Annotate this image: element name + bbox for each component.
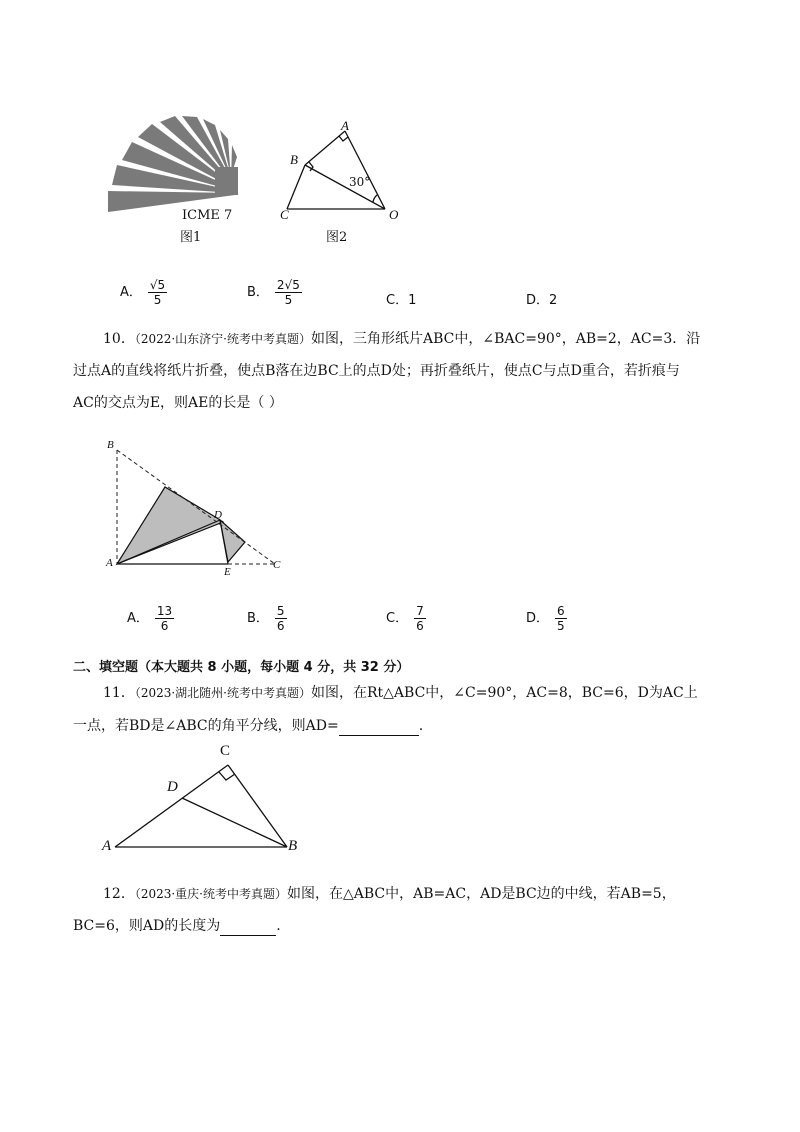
q9-choice-d[interactable]: D．2 <box>526 293 558 308</box>
question-source: （2023·湖北随州·统考中考真题） <box>134 686 311 700</box>
point-label-a: A <box>341 118 349 133</box>
figure-2-caption: 图2 <box>326 230 348 245</box>
point-label-b: B <box>288 838 298 854</box>
point-label-c: C <box>280 207 289 222</box>
q10-choice-a[interactable]: A． $\frac{13}{6}$ <box>127 604 173 633</box>
q10-choice-d[interactable]: D． $\frac{6}{5}$ <box>526 604 565 633</box>
point-label-c: C <box>273 559 281 571</box>
question-source: （2023·重庆·统考中考真题） <box>134 887 287 901</box>
fraction: $\frac{5}{6}$ <box>276 604 285 633</box>
question-number: 11． <box>103 685 135 701</box>
fraction: $\frac{6}{5}$ <box>557 604 565 633</box>
fraction: $\frac{7}{6}$ <box>416 604 424 633</box>
q9-choice-c[interactable]: C．1 <box>386 293 417 308</box>
point-label-e: E <box>224 566 231 578</box>
angle-label: 30° <box>349 175 371 189</box>
question-text: 如图，在△ABC中，AB=AC，AD是BC边的中线，若AB=5， <box>287 886 676 902</box>
answer-blank[interactable] <box>220 919 276 936</box>
q9-choice-a[interactable]: A． $\frac{√5}{5}$ <box>120 278 166 307</box>
fraction: $\frac{13}{6}$ <box>156 604 173 633</box>
point-label-c: C <box>220 743 231 759</box>
question-text: 如图，在Rt△ABC中，∠C=90°，AC=8，BC=6，D为AC上 <box>311 685 698 701</box>
q10-line-2: 过点A的直线将纸片折叠，使点B落在边BC上的点D处；再折叠纸片，使点C与点D重合，若折痕与 <box>73 363 680 379</box>
point-label-b: B <box>290 152 298 167</box>
question-source: （2022·山东济宁·统考中考真题） <box>134 332 311 346</box>
q12-line-2: BC=6，则AD的长度为 . <box>73 918 281 934</box>
icme-label: ICME 7 <box>182 208 233 223</box>
question-text: 如图，三角形纸片ABC中，∠BAC=90°，AB=2，AC=3．沿 <box>311 331 701 347</box>
q10-choice-c[interactable]: C． $\frac{7}{6}$ <box>386 604 424 633</box>
q10-line-1 <box>103 329 700 349</box>
fraction: $\frac{2√5}{5}$ <box>276 278 300 307</box>
q11-line-2: 一点，若BD是∠ABC的角平分线，则AD= . <box>73 718 424 734</box>
point-label-a: A <box>102 838 112 854</box>
point-label-o: O <box>389 207 399 222</box>
question-number: 10． <box>103 331 135 347</box>
point-label-d: D <box>167 779 178 795</box>
question-number: 12． <box>103 886 135 902</box>
q11-triangle-diagram <box>100 745 310 860</box>
point-label-a: A <box>106 557 113 569</box>
q12-line-1 <box>103 884 676 904</box>
q11-line-1 <box>103 683 698 703</box>
answer-blank[interactable] <box>339 719 419 736</box>
q9-choice-b[interactable]: B． $\frac{2√5}{5}$ <box>247 278 300 307</box>
fraction: $\frac{√5}{5}$ <box>149 278 166 307</box>
q10-choice-b[interactable]: B． $\frac{5}{6}$ <box>247 604 285 633</box>
q10-fold-diagram <box>95 430 295 580</box>
section-title: 二、填空题（本大题共 8 小题，每小题 4 分，共 32 分） <box>73 660 410 675</box>
q10-line-3: AC的交点为E，则AE的长是（ ） <box>73 395 283 411</box>
figure-1-caption: 图1 <box>180 230 202 245</box>
point-label-b: B <box>107 439 114 451</box>
point-label-d: D <box>214 509 222 521</box>
